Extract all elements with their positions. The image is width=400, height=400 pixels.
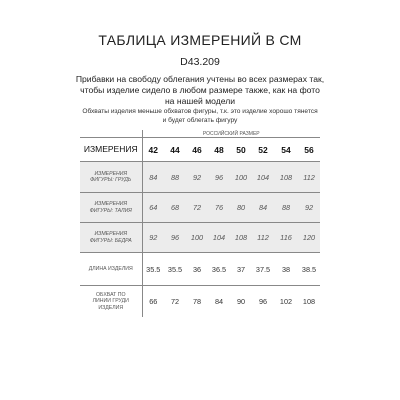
- row-label-line: ИЗДЕЛИЯ: [98, 304, 124, 311]
- table-cell: 84: [252, 193, 274, 223]
- table-cell: 36.5: [208, 253, 230, 286]
- table-cell: 108: [274, 162, 298, 193]
- table-cell: 35.5: [142, 253, 164, 286]
- table-cell: 112: [252, 223, 274, 253]
- size-table: [80, 130, 320, 317]
- table-header-group-row: [80, 130, 320, 138]
- table-cell: 88: [274, 193, 298, 223]
- table-cell: 108: [230, 223, 252, 253]
- size-cell: 54: [274, 138, 298, 162]
- row-label-line: ЛИНИИ ГРУДИ: [92, 298, 129, 305]
- table-cell: 68: [164, 193, 186, 223]
- table-cell: 80: [230, 193, 252, 223]
- table-cell: 35.5: [164, 253, 186, 286]
- fit-note-line-2: чтобы изделие сидело в любом размере также, как на фото: [80, 85, 320, 95]
- table-cell: 92: [186, 162, 208, 193]
- table-row-waist: [80, 193, 320, 223]
- row-label-length: [80, 253, 142, 286]
- size-cell: 48: [208, 138, 230, 162]
- table-cell: 84: [142, 162, 164, 193]
- size-cell: 42: [142, 138, 164, 162]
- size-cell: 46: [186, 138, 208, 162]
- table-cell: 116: [274, 223, 298, 253]
- table-cell: 96: [164, 223, 186, 253]
- table-cell: 36: [186, 253, 208, 286]
- row-label-waist: [80, 193, 142, 223]
- stretch-note-line-2: и будет облегать фигуру: [162, 116, 238, 124]
- table-cell: 108: [302, 297, 316, 306]
- row-label-line: ФИГУРЫ: ГРУДЬ: [90, 177, 132, 183]
- table-row-garment-chest: [80, 286, 320, 318]
- table-row-hips: [80, 223, 320, 253]
- table-cell: 104: [252, 162, 274, 193]
- row-label-hips: [80, 223, 142, 253]
- table-cell: 112: [298, 162, 320, 193]
- article-code: D43.209: [180, 56, 220, 68]
- table-cell: 72: [170, 297, 180, 306]
- size-cell: 56: [298, 138, 320, 162]
- table-cell: 104: [208, 223, 230, 253]
- table-cell: 37.5: [252, 253, 274, 286]
- row-label-chest: [80, 162, 142, 193]
- table-cell: 92: [142, 223, 164, 253]
- table-cell: 64: [142, 193, 164, 223]
- fit-note: [60, 74, 340, 107]
- size-cell: 44: [164, 138, 186, 162]
- stretch-note-line-1: Обхваты изделия меньше обхватов фигуры, т.к. это изделие хорошо тянется: [82, 108, 318, 115]
- row-label-line: ФИГУРЫ: ТАЛИЯ: [89, 207, 132, 214]
- table-cell: 38.5: [298, 253, 320, 286]
- table-cell: 100: [230, 162, 252, 193]
- row-label-line: ИЗМЕРЕНИЯ: [94, 231, 128, 238]
- size-cell: 52: [252, 138, 274, 162]
- table-cell: 120: [298, 223, 320, 253]
- table-cell: 72: [186, 193, 208, 223]
- table-cell: 92: [298, 193, 320, 223]
- size-row-label: ИЗМЕРЕНИЯ: [80, 138, 142, 162]
- row-label-line: ОБХВАТ ПО: [96, 292, 126, 299]
- table-cell: 88: [164, 162, 186, 193]
- table-cell: 100: [186, 223, 208, 253]
- row-label-garment-chest: [80, 286, 142, 318]
- size-table-container: [80, 130, 320, 317]
- table-cell: 96: [208, 162, 230, 193]
- header-group-label: РОССИЙСКИЙ РАЗМЕР: [142, 130, 320, 138]
- fit-note-line-1: Прибавки на свободу облегания учтены во всех размерах так,: [75, 74, 325, 84]
- table-row-length: [80, 253, 320, 286]
- page-title: ТАБЛИЦА ИЗМЕРЕНИЙ В СМ: [98, 32, 302, 48]
- table-sizes-row: [80, 138, 320, 162]
- size-cell: 50: [230, 138, 252, 162]
- row-label-line: ИЗМЕРЕНИЯ: [94, 170, 128, 177]
- table-cell: 84: [214, 297, 224, 306]
- table-cell: 78: [192, 297, 202, 306]
- stretch-note: [70, 108, 330, 126]
- table-cell: 102: [279, 297, 293, 306]
- table-cell: 37: [230, 253, 252, 286]
- table-cell: 38: [274, 253, 298, 286]
- row-label-line: ФИГУРЫ: БЕДРА: [89, 237, 132, 244]
- header-empty-cell: [80, 130, 142, 138]
- table-cell: 66: [149, 297, 158, 306]
- fit-note-line-3: на нашей модели: [164, 96, 236, 106]
- table-cell: 90: [236, 297, 246, 306]
- table-cell: 76: [208, 193, 230, 223]
- row-label-line: ИЗМЕРЕНИЯ: [94, 201, 128, 208]
- table-row-chest: [80, 162, 320, 193]
- table-cell: 96: [258, 297, 268, 306]
- row-label-line: ДЛИНА ИЗДЕЛИЯ: [88, 265, 133, 272]
